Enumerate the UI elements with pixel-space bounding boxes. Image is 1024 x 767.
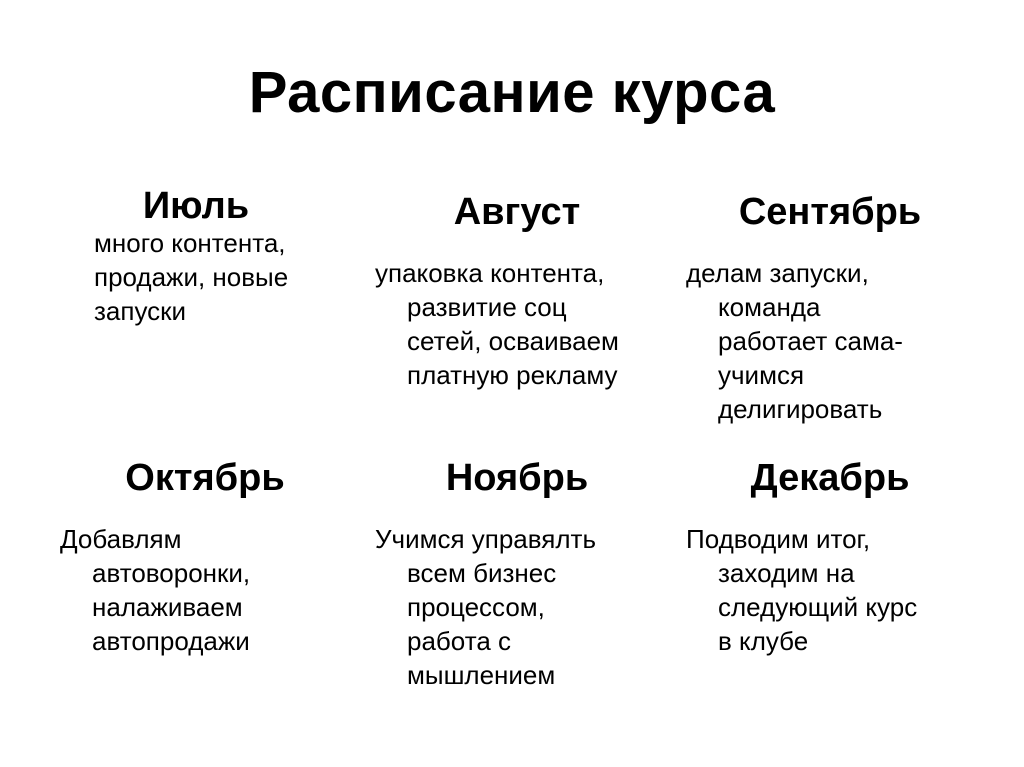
month-heading-july: Июль: [142, 185, 250, 227]
description-line: Подводим итог,: [686, 524, 871, 554]
month-description-august: [375, 256, 619, 392]
description-line: развитие соц: [407, 292, 567, 322]
description-line: работает сама-: [718, 326, 903, 356]
description-line: продажи, новые: [94, 262, 289, 292]
description-line: Добавлям: [60, 524, 182, 554]
description-line: делигировать: [718, 394, 883, 424]
month-description-july: [94, 226, 288, 328]
description-line: работа с: [407, 626, 511, 656]
description-line: учимся: [718, 360, 805, 390]
description-line: мышлением: [407, 660, 556, 690]
description-line: автоворонки,: [92, 558, 251, 588]
description-line: налаживаем: [92, 592, 243, 622]
description-line: много контента,: [94, 228, 286, 258]
month-heading-december: Декабрь: [750, 457, 910, 499]
month-description-september: [686, 256, 903, 426]
month-description-november: [375, 522, 596, 692]
month-heading-november: Ноябрь: [445, 457, 589, 499]
month-heading-september: Сентябрь: [738, 191, 922, 233]
description-line: Учимся управялть: [375, 524, 596, 554]
month-heading-august: Август: [453, 191, 581, 233]
description-line: всем бизнес: [407, 558, 557, 588]
description-line: сетей, осваиваем: [407, 326, 619, 356]
month-heading-october: Октябрь: [125, 457, 285, 499]
description-line: заходим на: [718, 558, 855, 588]
description-line: команда: [718, 292, 821, 322]
description-line: в клубе: [718, 626, 809, 656]
description-line: следующий курс: [718, 592, 918, 622]
description-line: делам запуски,: [686, 258, 869, 288]
description-line: платную рекламу: [407, 360, 618, 390]
page-title: Расписание курса: [248, 60, 776, 125]
month-description-december: [686, 522, 917, 658]
description-line: автопродажи: [92, 626, 250, 656]
description-line: упаковка контента,: [375, 258, 605, 288]
description-line: запуски: [94, 296, 187, 326]
month-description-october: [60, 522, 250, 658]
description-line: процессом,: [407, 592, 545, 622]
